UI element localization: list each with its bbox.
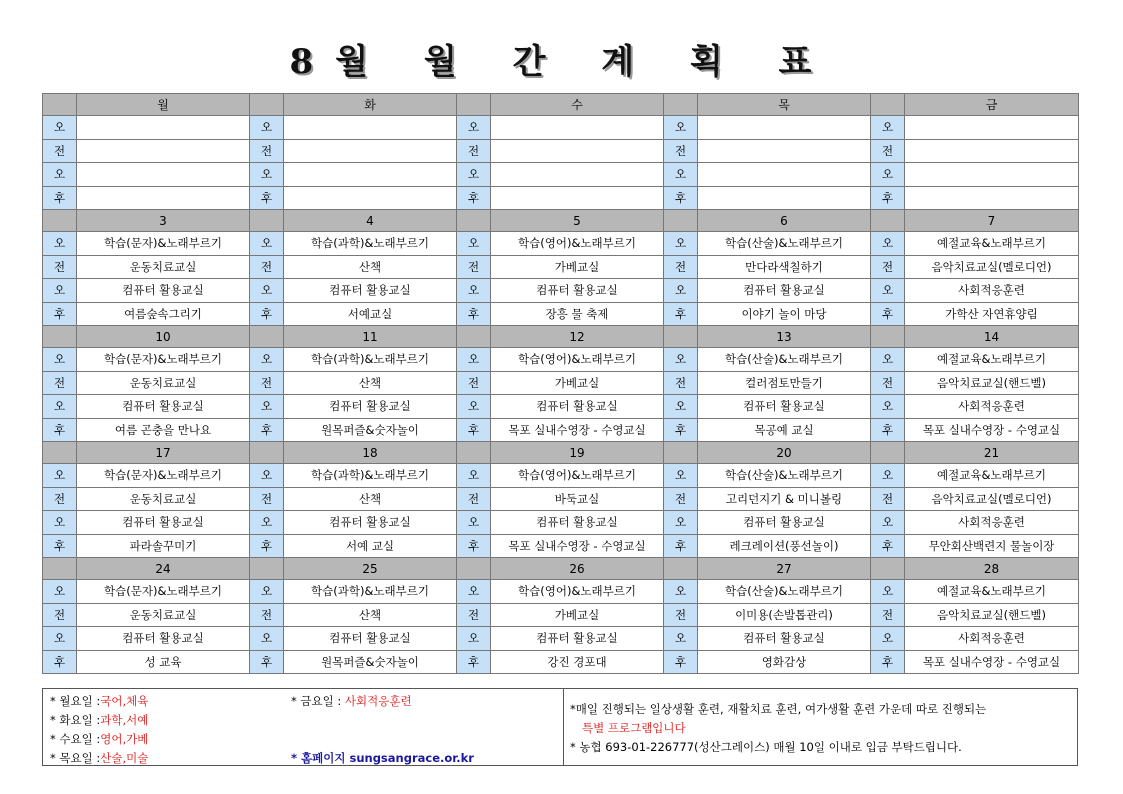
- pm-label: 후: [457, 534, 491, 558]
- activity-cell: [284, 163, 457, 187]
- activity-row: [43, 534, 1079, 558]
- date-number: 6: [698, 210, 871, 232]
- weekday-header: 화: [284, 94, 457, 116]
- footer-wed: * 수요일 :영어,가베: [50, 732, 149, 746]
- activity-cell: 산책: [284, 255, 457, 279]
- activity-cell: [77, 139, 250, 163]
- activity-cell: 학습(과학)&노래부르기: [284, 464, 457, 488]
- am-label: 오: [250, 116, 284, 140]
- am-label: 전: [457, 603, 491, 627]
- am-label: 오: [43, 116, 77, 140]
- activity-cell: 컴퓨터 활용교실: [491, 511, 664, 535]
- weekday-header: 금: [905, 94, 1079, 116]
- date-number: 3: [77, 210, 250, 232]
- am-label: 전: [250, 603, 284, 627]
- activity-cell: [698, 186, 871, 210]
- activity-row: [43, 139, 1079, 163]
- activity-cell: 학습(산술)&노래부르기: [698, 348, 871, 372]
- activity-cell: 운동치료교실: [77, 371, 250, 395]
- date-corner: [250, 558, 284, 580]
- pm-label: 후: [871, 302, 905, 326]
- pm-label: 오: [457, 627, 491, 651]
- activity-cell: [905, 163, 1079, 187]
- activity-cell: 여름 곤충을 만나요: [77, 418, 250, 442]
- am-label: 전: [43, 255, 77, 279]
- activity-row: [43, 348, 1079, 372]
- am-label: 오: [250, 232, 284, 256]
- activity-cell: 음악치료교실(멜로디언): [905, 487, 1079, 511]
- weekday-header: 수: [491, 94, 664, 116]
- activity-cell: [698, 116, 871, 140]
- footer-info: [564, 689, 1077, 765]
- am-label: 오: [43, 348, 77, 372]
- date-number: 27: [698, 558, 871, 580]
- am-label: 오: [457, 464, 491, 488]
- am-label: 전: [457, 487, 491, 511]
- activity-cell: 여름숲속그리기: [77, 302, 250, 326]
- pm-label: 후: [250, 534, 284, 558]
- activity-cell: 컴퓨터 활용교실: [491, 627, 664, 651]
- activity-cell: 컴퓨터 활용교실: [284, 511, 457, 535]
- activity-cell: [491, 116, 664, 140]
- am-label: 전: [43, 371, 77, 395]
- activity-cell: 가학산 자연휴양림: [905, 302, 1079, 326]
- am-label: 전: [664, 603, 698, 627]
- date-corner: [43, 442, 77, 464]
- date-corner: [871, 442, 905, 464]
- activity-cell: 학습(산술)&노래부르기: [698, 464, 871, 488]
- pm-label: 오: [871, 511, 905, 535]
- activity-cell: 만다라색칠하기: [698, 255, 871, 279]
- am-label: 오: [43, 580, 77, 604]
- activity-row: [43, 487, 1079, 511]
- activity-cell: [284, 116, 457, 140]
- activity-row: [43, 627, 1079, 651]
- activity-cell: 학습(영어)&노래부르기: [491, 232, 664, 256]
- activity-cell: 산책: [284, 371, 457, 395]
- pm-label: 오: [664, 279, 698, 303]
- activity-cell: 컴퓨터 활용교실: [77, 627, 250, 651]
- pm-label: 오: [871, 163, 905, 187]
- pm-label: 오: [43, 395, 77, 419]
- weekday-header-row: [43, 94, 1079, 116]
- pm-label: 오: [43, 279, 77, 303]
- activity-cell: 목공예 교실: [698, 418, 871, 442]
- pm-label: 오: [871, 279, 905, 303]
- pm-label: 오: [43, 163, 77, 187]
- am-label: 오: [457, 116, 491, 140]
- pm-label: 후: [457, 302, 491, 326]
- am-label: 전: [250, 255, 284, 279]
- activity-cell: 이미용(손발톱관리): [698, 603, 871, 627]
- footer-fri: * 금요일 : 사회적응훈련: [291, 694, 412, 708]
- header-corner: [43, 94, 77, 116]
- activity-cell: 학습(문자)&노래부르기: [77, 348, 250, 372]
- activity-cell: 사회적응훈련: [905, 627, 1079, 651]
- activity-cell: 학습(영어)&노래부르기: [491, 348, 664, 372]
- date-corner: [457, 442, 491, 464]
- activity-row: [43, 418, 1079, 442]
- am-label: 전: [250, 139, 284, 163]
- activity-cell: 컴퓨터 활용교실: [491, 279, 664, 303]
- activity-cell: [77, 163, 250, 187]
- weekday-header: 월: [77, 94, 250, 116]
- activity-row: [43, 255, 1079, 279]
- date-corner: [457, 558, 491, 580]
- header-corner: [664, 94, 698, 116]
- am-label: 전: [871, 255, 905, 279]
- date-number: 18: [284, 442, 457, 464]
- date-corner: [43, 326, 77, 348]
- activity-cell: 컴퓨터 활용교실: [698, 279, 871, 303]
- footer-homepage: * 홈페이지 sungsangrace.or.kr: [291, 751, 474, 765]
- activity-row: [43, 650, 1079, 674]
- activity-cell: 학습(산술)&노래부르기: [698, 580, 871, 604]
- monthly-calendar: [42, 93, 1079, 674]
- am-label: 전: [250, 487, 284, 511]
- date-header-row: [43, 558, 1079, 580]
- date-number: 12: [491, 326, 664, 348]
- am-label: 오: [664, 348, 698, 372]
- pm-label: 후: [871, 186, 905, 210]
- activity-cell: [905, 116, 1079, 140]
- date-corner: [250, 442, 284, 464]
- homepage-link[interactable]: sungsangrace.or.kr: [349, 751, 474, 765]
- activity-cell: 학습(문자)&노래부르기: [77, 464, 250, 488]
- activity-cell: 학습(산술)&노래부르기: [698, 232, 871, 256]
- am-label: 전: [871, 487, 905, 511]
- date-number: 10: [77, 326, 250, 348]
- pm-label: 오: [250, 627, 284, 651]
- activity-row: [43, 511, 1079, 535]
- am-label: 전: [871, 139, 905, 163]
- activity-cell: 강진 경포대: [491, 650, 664, 674]
- am-label: 전: [43, 603, 77, 627]
- activity-cell: 사회적응훈련: [905, 511, 1079, 535]
- date-corner: [43, 558, 77, 580]
- pm-label: 오: [664, 511, 698, 535]
- activity-cell: 가베교실: [491, 371, 664, 395]
- date-corner: [664, 442, 698, 464]
- activity-cell: 운동치료교실: [77, 255, 250, 279]
- am-label: 오: [43, 232, 77, 256]
- activity-cell: 컴퓨터 활용교실: [698, 511, 871, 535]
- activity-cell: 컴퓨터 활용교실: [77, 395, 250, 419]
- pm-label: 오: [250, 511, 284, 535]
- activity-cell: 예절교육&노래부르기: [905, 348, 1079, 372]
- pm-label: 오: [664, 395, 698, 419]
- date-number: 14: [905, 326, 1079, 348]
- activity-cell: [491, 139, 664, 163]
- date-corner: [457, 326, 491, 348]
- activity-cell: 고리던지기 & 미니볼링: [698, 487, 871, 511]
- am-label: 전: [664, 487, 698, 511]
- activity-cell: 학습(문자)&노래부르기: [77, 580, 250, 604]
- date-number: 24: [77, 558, 250, 580]
- activity-cell: 컴퓨터 활용교실: [698, 395, 871, 419]
- activity-cell: 학습(문자)&노래부르기: [77, 232, 250, 256]
- activity-cell: 예절교육&노래부르기: [905, 464, 1079, 488]
- pm-label: 오: [250, 279, 284, 303]
- date-number: 11: [284, 326, 457, 348]
- pm-label: 후: [43, 302, 77, 326]
- am-label: 오: [664, 116, 698, 140]
- activity-cell: 목포 실내수영장 - 수영교실: [491, 418, 664, 442]
- activity-cell: 예절교육&노래부르기: [905, 580, 1079, 604]
- date-number: 4: [284, 210, 457, 232]
- activity-cell: 학습(과학)&노래부르기: [284, 580, 457, 604]
- activity-cell: 목포 실내수영장 - 수영교실: [905, 650, 1079, 674]
- activity-cell: [491, 186, 664, 210]
- activity-cell: 성 교육: [77, 650, 250, 674]
- activity-cell: 사회적응훈련: [905, 395, 1079, 419]
- footer-notes: [42, 688, 1078, 766]
- pm-label: 오: [664, 627, 698, 651]
- activity-cell: [905, 186, 1079, 210]
- am-label: 전: [43, 487, 77, 511]
- activity-cell: 컴퓨터 활용교실: [491, 395, 664, 419]
- date-corner: [871, 210, 905, 232]
- am-label: 오: [871, 348, 905, 372]
- am-label: 전: [457, 139, 491, 163]
- activity-cell: [698, 163, 871, 187]
- am-label: 전: [664, 139, 698, 163]
- date-corner: [664, 558, 698, 580]
- activity-row: [43, 232, 1079, 256]
- activity-cell: 컴퓨터 활용교실: [77, 279, 250, 303]
- date-corner: [43, 210, 77, 232]
- date-header-row: [43, 210, 1079, 232]
- activity-row: [43, 395, 1079, 419]
- activity-cell: 학습(과학)&노래부르기: [284, 232, 457, 256]
- date-header-row: [43, 442, 1079, 464]
- activity-cell: [284, 139, 457, 163]
- am-label: 오: [871, 232, 905, 256]
- pm-label: 후: [457, 186, 491, 210]
- pm-label: 후: [43, 534, 77, 558]
- pm-label: 오: [457, 163, 491, 187]
- activity-cell: 레크레이션(풍선놀이): [698, 534, 871, 558]
- activity-cell: 원목퍼즐&숫자놀이: [284, 418, 457, 442]
- activity-row: [43, 163, 1079, 187]
- pm-label: 후: [664, 534, 698, 558]
- activity-cell: 학습(영어)&노래부르기: [491, 464, 664, 488]
- activity-cell: 컴퓨터 활용교실: [77, 511, 250, 535]
- pm-label: 오: [43, 627, 77, 651]
- activity-row: [43, 116, 1079, 140]
- am-label: 오: [664, 232, 698, 256]
- activity-cell: 목포 실내수영장 - 수영교실: [491, 534, 664, 558]
- footer-note-3: * 농협 693-01-226777(성산그레이스) 매월 10일 이내로 입금 부탁드립니다.: [570, 740, 962, 754]
- pm-label: 후: [664, 302, 698, 326]
- activity-cell: 컬러점토만들기: [698, 371, 871, 395]
- header-corner: [250, 94, 284, 116]
- activity-cell: [905, 139, 1079, 163]
- footer-tue: * 화요일 :과학,서예: [50, 713, 149, 727]
- am-label: 오: [457, 348, 491, 372]
- pm-label: 후: [871, 650, 905, 674]
- pm-label: 오: [250, 163, 284, 187]
- activity-cell: 컴퓨터 활용교실: [284, 395, 457, 419]
- activity-cell: [698, 139, 871, 163]
- am-label: 오: [664, 464, 698, 488]
- activity-cell: 가베교실: [491, 603, 664, 627]
- am-label: 전: [457, 255, 491, 279]
- pm-label: 후: [664, 418, 698, 442]
- footer-mon: * 월요일 :국어,체육: [50, 694, 149, 708]
- header-corner: [457, 94, 491, 116]
- date-corner: [457, 210, 491, 232]
- am-label: 오: [457, 232, 491, 256]
- pm-label: 후: [457, 650, 491, 674]
- weekday-header: 목: [698, 94, 871, 116]
- page-title: 8월 월 간 계 획 표: [289, 42, 834, 82]
- activity-cell: 서예교실: [284, 302, 457, 326]
- activity-cell: 서예 교실: [284, 534, 457, 558]
- date-number: 19: [491, 442, 664, 464]
- am-label: 오: [871, 464, 905, 488]
- pm-label: 오: [250, 395, 284, 419]
- activity-cell: 음악치료교실(핸드벨): [905, 371, 1079, 395]
- am-label: 전: [250, 371, 284, 395]
- activity-cell: 무안회산백련지 물놀이장: [905, 534, 1079, 558]
- activity-cell: 운동치료교실: [77, 487, 250, 511]
- pm-label: 오: [664, 163, 698, 187]
- activity-cell: 이야기 놀이 마당: [698, 302, 871, 326]
- activity-cell: 학습(영어)&노래부르기: [491, 580, 664, 604]
- pm-label: 후: [43, 186, 77, 210]
- activity-cell: [77, 186, 250, 210]
- activity-cell: [284, 186, 457, 210]
- am-label: 전: [664, 371, 698, 395]
- date-number: 7: [905, 210, 1079, 232]
- pm-label: 후: [457, 418, 491, 442]
- pm-label: 후: [871, 418, 905, 442]
- pm-label: 후: [250, 186, 284, 210]
- activity-row: [43, 371, 1079, 395]
- activity-row: [43, 603, 1079, 627]
- header-corner: [871, 94, 905, 116]
- footer-note-1: *매일 진행되는 일상생활 훈련, 재활치료 훈련, 여가생활 훈련 가운데 따로 진행되는: [570, 702, 987, 716]
- date-number: 5: [491, 210, 664, 232]
- date-corner: [250, 326, 284, 348]
- activity-cell: 산책: [284, 487, 457, 511]
- activity-row: [43, 186, 1079, 210]
- footer-subjects: [43, 689, 564, 765]
- date-corner: [871, 326, 905, 348]
- activity-cell: 목포 실내수영장 - 수영교실: [905, 418, 1079, 442]
- date-corner: [871, 558, 905, 580]
- activity-cell: 음악치료교실(핸드벨): [905, 603, 1079, 627]
- activity-row: [43, 279, 1079, 303]
- activity-cell: 학습(과학)&노래부르기: [284, 348, 457, 372]
- pm-label: 오: [871, 395, 905, 419]
- am-label: 오: [871, 580, 905, 604]
- date-corner: [664, 210, 698, 232]
- activity-cell: 원목퍼즐&숫자놀이: [284, 650, 457, 674]
- pm-label: 오: [457, 279, 491, 303]
- activity-row: [43, 464, 1079, 488]
- am-label: 오: [457, 580, 491, 604]
- activity-row: [43, 580, 1079, 604]
- pm-label: 후: [664, 650, 698, 674]
- pm-label: 후: [250, 418, 284, 442]
- am-label: 오: [250, 464, 284, 488]
- activity-cell: 바둑교실: [491, 487, 664, 511]
- am-label: 오: [871, 116, 905, 140]
- activity-cell: 운동치료교실: [77, 603, 250, 627]
- date-number: 13: [698, 326, 871, 348]
- activity-cell: 장흥 물 축제: [491, 302, 664, 326]
- am-label: 오: [250, 348, 284, 372]
- am-label: 전: [43, 139, 77, 163]
- pm-label: 후: [43, 650, 77, 674]
- am-label: 전: [664, 255, 698, 279]
- activity-cell: 컴퓨터 활용교실: [698, 627, 871, 651]
- am-label: 오: [43, 464, 77, 488]
- date-corner: [664, 326, 698, 348]
- pm-label: 후: [664, 186, 698, 210]
- date-number: 17: [77, 442, 250, 464]
- activity-cell: 사회적응훈련: [905, 279, 1079, 303]
- activity-row: [43, 302, 1079, 326]
- am-label: 오: [250, 580, 284, 604]
- activity-cell: 예절교육&노래부르기: [905, 232, 1079, 256]
- am-label: 전: [871, 371, 905, 395]
- footer-note-2: 특별 프로그램입니다: [582, 721, 686, 735]
- pm-label: 오: [457, 395, 491, 419]
- activity-cell: 음악치료교실(멜로디언): [905, 255, 1079, 279]
- date-number: 25: [284, 558, 457, 580]
- activity-cell: 컴퓨터 활용교실: [284, 627, 457, 651]
- date-number: 21: [905, 442, 1079, 464]
- activity-cell: 산책: [284, 603, 457, 627]
- pm-label: 오: [43, 511, 77, 535]
- activity-cell: 파라솔꾸미기: [77, 534, 250, 558]
- date-number: 26: [491, 558, 664, 580]
- pm-label: 오: [457, 511, 491, 535]
- pm-label: 오: [871, 627, 905, 651]
- am-label: 전: [871, 603, 905, 627]
- date-number: 20: [698, 442, 871, 464]
- activity-cell: [77, 116, 250, 140]
- date-corner: [250, 210, 284, 232]
- activity-cell: 컴퓨터 활용교실: [284, 279, 457, 303]
- date-header-row: [43, 326, 1079, 348]
- am-label: 전: [457, 371, 491, 395]
- footer-thu: * 목요일 :산술,미술: [50, 751, 149, 765]
- am-label: 오: [664, 580, 698, 604]
- pm-label: 후: [871, 534, 905, 558]
- pm-label: 후: [250, 302, 284, 326]
- pm-label: 후: [250, 650, 284, 674]
- activity-cell: 가베교실: [491, 255, 664, 279]
- activity-cell: [491, 163, 664, 187]
- activity-cell: 영화감상: [698, 650, 871, 674]
- pm-label: 후: [43, 418, 77, 442]
- date-number: 28: [905, 558, 1079, 580]
